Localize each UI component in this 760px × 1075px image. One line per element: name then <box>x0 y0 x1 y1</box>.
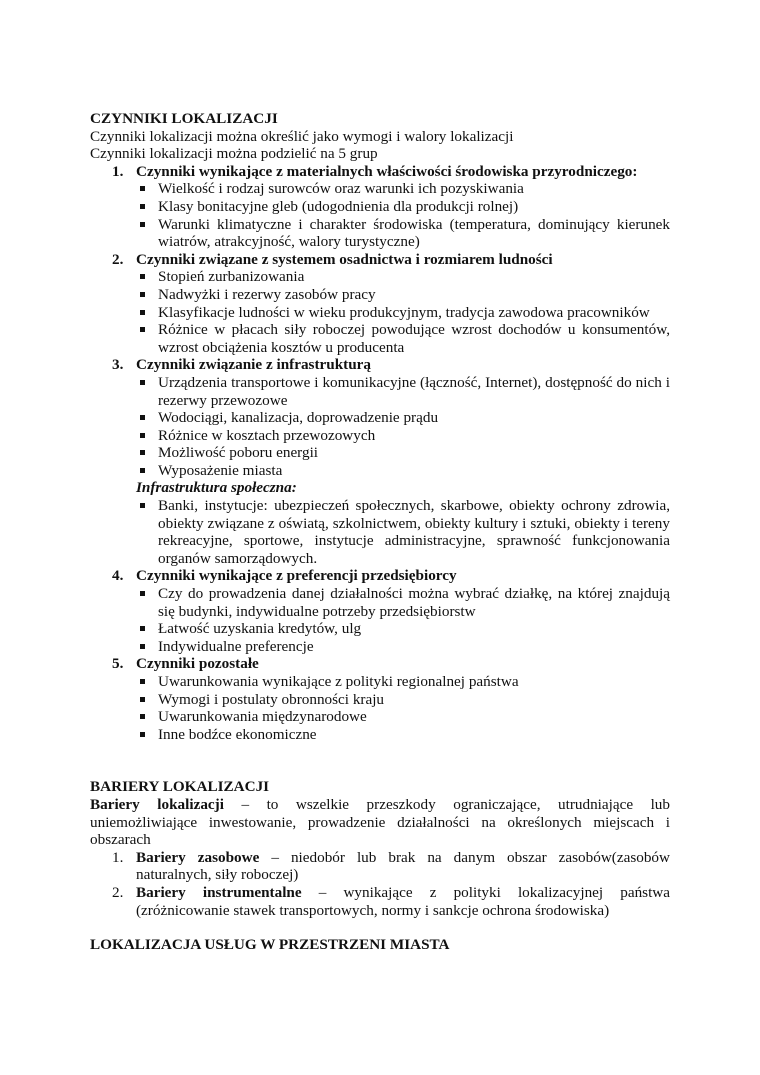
list-item: Klasyfikacje ludności w wieku produkcyjnym, tradycja zawodowa pracowników <box>136 304 670 322</box>
barrier-item-1 <box>90 849 670 884</box>
barriers-list <box>90 849 670 919</box>
list-item: Nadwyżki i rezerwy zasobów pracy <box>136 286 670 304</box>
group-title: Czynniki wynikające z preferencji przedsiębiorcy <box>136 567 457 585</box>
list-item: Czy do prowadzenia danej działalności można wybrać działkę, na której znajdują się budynki, indywidualne potrzeby przedsiębiorstw <box>136 585 670 620</box>
factor-group-3 <box>90 356 670 567</box>
intro-line-2: Czynniki lokalizacji można podzielić na 5 grup <box>90 145 378 163</box>
barrier-term: Bariery instrumentalne <box>136 883 302 901</box>
list-item: Urządzenia transportowe i komunikacyjne (łączność, Internet), dostępność do nich i rezerwy przewozowe <box>136 374 670 409</box>
definition-term: Bariery lokalizacji <box>90 795 224 813</box>
list-item: Stopień zurbanizowania <box>136 268 670 286</box>
list-item: Banki, instytucje: ubezpieczeń społecznych, skarbowe, obiekty ochrony zdrowia, obiekty związane z oświatą, szkolnictwem, obiekty kultury i sztuki, obiekty i tereny rekreacyjne, sportowe, instytucje administracyjne, sprawność funkcjonowania organów samorządowych. <box>136 497 670 567</box>
definition-text: – to wszelkie przeszkody ograniczające, utrudniające lub uniemożliwiające inwestowanie, prowadzenie działalności na określonych miejscach i obszarach <box>90 795 670 849</box>
group-title: Czynniki wynikające z materialnych właściwości środowiska przyrodniczego: <box>136 162 638 180</box>
barrier-term: Bariery zasobowe <box>136 848 260 866</box>
list-item: Indywidualne preferencje <box>136 638 670 656</box>
group-number: 2. <box>112 250 124 268</box>
list-item: Różnice w kosztach przewozowych <box>136 427 670 445</box>
group-items <box>136 585 670 655</box>
list-item: Różnice w płacach siły roboczej powodujące wzrost dochodów u konsumentów, wzrost obciążenia kosztów u producenta <box>136 321 670 356</box>
factor-groups-list <box>90 163 670 744</box>
group-number: 3. <box>112 356 124 374</box>
subgroup-items <box>136 497 670 567</box>
intro-line-1: Czynniki lokalizacji można określić jako wymogi i walory lokalizacji <box>90 127 514 145</box>
group-title: Czynniki związane z systemem osadnictwa i rozmiarem ludności <box>136 250 553 268</box>
section-heading-czynniki: CZYNNIKI LOKALIZACJI <box>90 110 278 127</box>
list-item: Wymogi i postulaty obronności kraju <box>136 691 670 709</box>
list-item: Klasy bonitacyjne gleb (udogodnienia dla produkcji rolnej) <box>136 198 670 216</box>
barrier-text: – wynikające z polityki lokalizacyjnej państwa (zróżnicowanie stawek transportowych, normy i sankcje ochrona środowiska) <box>136 883 671 919</box>
factor-group-1 <box>90 163 670 251</box>
factor-group-2 <box>90 251 670 357</box>
list-item: Inne bodźce ekonomiczne <box>136 726 670 744</box>
list-item: Możliwość poboru energii <box>136 444 670 462</box>
group-number: 4. <box>112 567 124 585</box>
group-number: 1. <box>112 162 124 180</box>
spacer <box>90 743 670 778</box>
group-items <box>136 180 670 250</box>
group-items <box>136 673 670 743</box>
bariery-definition <box>90 796 670 849</box>
group-number: 5. <box>112 655 124 673</box>
list-item: Wodociągi, kanalizacja, doprowadzenie prądu <box>136 409 670 427</box>
spacer <box>90 919 670 936</box>
subheading-infrastruktura-spoleczna: Infrastruktura społeczna: <box>136 479 297 497</box>
group-title: Czynniki związanie z infrastrukturą <box>136 356 371 374</box>
barrier-item-2 <box>90 884 670 919</box>
section-heading-uslugi: LOKALIZACJA USŁUG W PRZESTRZENI MIASTA <box>90 936 450 954</box>
list-item: Wyposażenie miasta <box>136 462 670 480</box>
list-item: Uwarunkowania międzynarodowe <box>136 708 670 726</box>
section-heading-bariery: BARIERY LOKALIZACJI <box>90 778 270 796</box>
barrier-text: – niedobór lub brak na danym obszar zasobów(zasobów naturalnych, siły roboczej) <box>136 848 670 884</box>
list-item: Warunki klimatyczne i charakter środowiska (temperatura, dominujący kierunek wiatrów, atrakcyjność, walory turystyczne) <box>136 216 670 251</box>
document-page <box>90 110 670 954</box>
list-item: Wielkość i rodzaj surowców oraz warunki ich pozyskiwania <box>136 180 670 198</box>
group-title: Czynniki pozostałe <box>136 655 259 673</box>
group-items <box>136 268 670 356</box>
list-item: Uwarunkowania wynikające z polityki regionalnej państwa <box>136 673 670 691</box>
factor-group-4 <box>90 567 670 655</box>
barrier-number: 2. <box>112 883 124 901</box>
group-items <box>136 374 670 480</box>
factor-group-5 <box>90 655 670 743</box>
list-item: Łatwość uzyskania kredytów, ulg <box>136 620 670 638</box>
barrier-number: 1. <box>112 848 124 866</box>
